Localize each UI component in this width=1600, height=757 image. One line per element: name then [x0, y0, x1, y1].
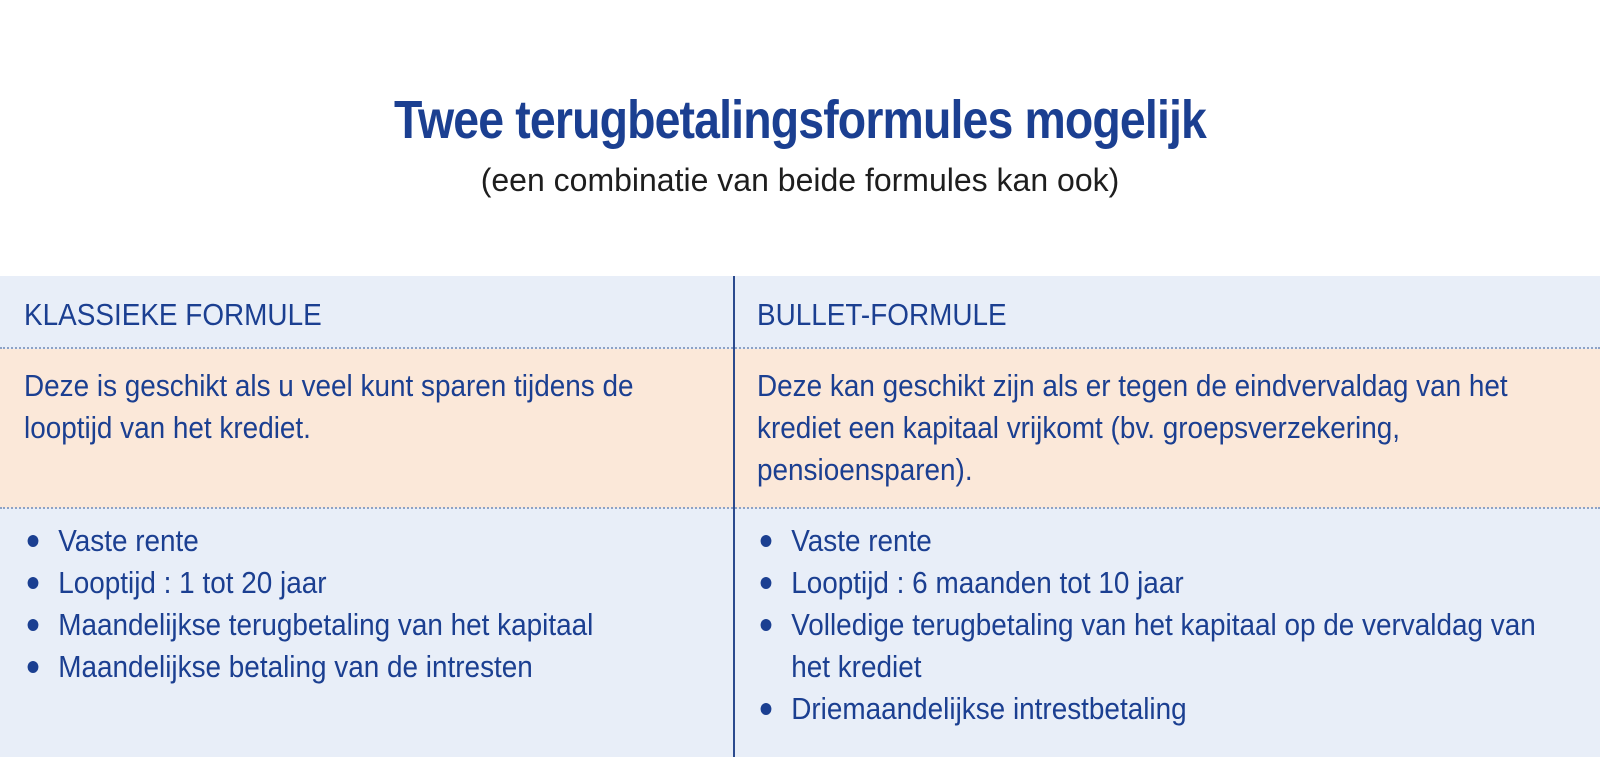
- list-item: [24, 646, 708, 688]
- bullet-icon: [28, 577, 39, 589]
- page-header: [0, 88, 1600, 200]
- bullet-icon: [761, 619, 772, 631]
- comparison-table: [0, 276, 1600, 757]
- feature-text: Looptijd : 1 tot 20 jaar: [58, 565, 327, 600]
- bullet-icon: [28, 661, 39, 673]
- feature-text: Maandelijkse betaling van de intresten: [58, 649, 533, 684]
- list-item: [757, 688, 1558, 730]
- column-heading-bullet: BULLET-FORMULE: [757, 297, 1007, 332]
- list-item: [757, 562, 1558, 604]
- list-item: [24, 562, 708, 604]
- feature-text: Driemaandelijkse intrestbetaling: [791, 691, 1187, 726]
- feature-text: Vaste rente: [58, 523, 199, 558]
- bullet-icon: [761, 577, 772, 589]
- bullet-icon: [28, 535, 39, 547]
- bullet-icon: [28, 619, 39, 631]
- column-divider: [733, 276, 735, 757]
- feature-text: Volledige terugbetaling van het kapitaal op de vervaldag van het krediet: [791, 607, 1536, 684]
- page-title: Twee terugbetalingsformules mogelijk: [393, 90, 1207, 150]
- list-item: [757, 604, 1558, 688]
- feature-text: Vaste rente: [791, 523, 932, 558]
- feature-list-bullet: [757, 520, 1558, 730]
- list-item: [24, 520, 708, 562]
- list-item: [24, 604, 708, 646]
- column-description-bullet: Deze kan geschikt zijn als er tegen de eindvervaldag van het krediet een kapitaal vrijkomt (bv. groepsverzekering, pensioensparen).: [757, 368, 1508, 487]
- feature-list-klassieke: [24, 520, 708, 688]
- row-separator: [0, 507, 1600, 509]
- column-heading-klassieke: KLASSIEKE FORMULE: [24, 297, 322, 332]
- bullet-icon: [761, 703, 772, 715]
- feature-text: Looptijd : 6 maanden tot 10 jaar: [791, 565, 1184, 600]
- row-separator: [0, 347, 1600, 349]
- bullet-icon: [761, 535, 772, 547]
- list-item: [757, 520, 1558, 562]
- column-description-klassieke: Deze is geschikt als u veel kunt sparen tijdens de looptijd van het krediet.: [24, 368, 634, 445]
- feature-text: Maandelijkse terugbetaling van het kapitaal: [58, 607, 594, 642]
- page-subtitle: (een combinatie van beide formules kan ook): [480, 162, 1120, 198]
